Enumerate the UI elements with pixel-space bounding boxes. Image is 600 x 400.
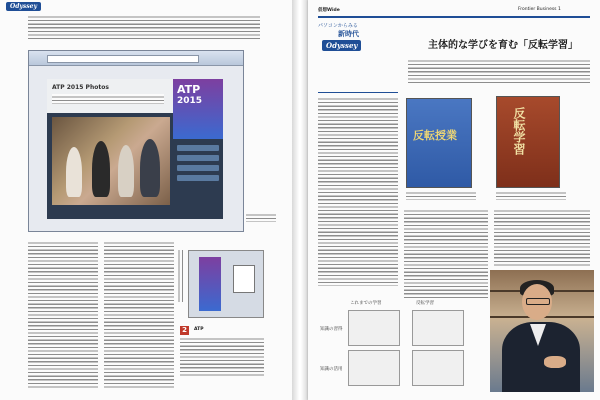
- intro-text-block: [28, 14, 260, 40]
- sidebar-link: [177, 165, 219, 171]
- book-cover-hanten-jugyo: 反転授業: [406, 98, 472, 188]
- body-column-3: [494, 208, 590, 266]
- body-column-1: [318, 96, 398, 286]
- name-badge: [233, 265, 255, 293]
- lead-paragraph: [408, 58, 590, 84]
- sidebar-link: [177, 155, 219, 161]
- sidebar-link: [177, 145, 219, 151]
- sidebar-link: [177, 175, 219, 181]
- browser-toolbar: [29, 51, 243, 66]
- web-page: [47, 79, 223, 219]
- header-right: Frontier Business 1: [518, 7, 561, 12]
- numbered-box-text: [180, 336, 264, 376]
- glasses: [526, 298, 550, 305]
- header-left: 仮想Wide: [318, 8, 340, 13]
- binding-gutter: [292, 0, 308, 400]
- diagram-col-flipped: 反転学習: [416, 301, 434, 306]
- right-page: [308, 0, 600, 400]
- body-column-2: [404, 208, 488, 298]
- gesturing-hand: [544, 356, 566, 368]
- conference-banner-photo: [188, 250, 264, 318]
- homework-sketch: [348, 350, 400, 386]
- browser-screenshot: [28, 50, 244, 232]
- section-rule: [318, 92, 398, 93]
- left-page: [0, 0, 292, 400]
- diagram-row-acquire: 知識の習得: [320, 327, 343, 332]
- conference-photo: [52, 117, 170, 205]
- body-column-1: [28, 240, 98, 390]
- book-cover-hanten-gakushu: 反転学習: [496, 96, 560, 188]
- learning-diagram: [320, 300, 480, 394]
- interviewee-photo: [490, 270, 594, 392]
- person-figure: [140, 139, 160, 197]
- page-title: ATP 2015 Photos: [52, 84, 109, 91]
- numbered-box-marker: 2: [180, 326, 189, 335]
- video-study-sketch: [412, 310, 464, 346]
- person-figure: [66, 147, 82, 197]
- article-title: 主体的な学びを育む「反転学習」: [428, 40, 578, 51]
- web-subtitle-lines: [52, 94, 164, 104]
- book2-caption: [496, 190, 566, 200]
- atp-poster: [199, 257, 221, 311]
- screenshot-caption: [246, 212, 276, 222]
- person-figure: [118, 145, 134, 197]
- classroom-sketch: [348, 310, 400, 346]
- address-bar: [47, 55, 199, 63]
- diagram-col-traditional: これまでの学習: [350, 301, 382, 306]
- series-logo: パソコンからみる 新時代 Odyssey: [318, 22, 380, 56]
- odyssey-logo: Odyssey: [6, 2, 41, 11]
- book1-caption: [406, 190, 476, 200]
- vertical-caption: [176, 250, 184, 302]
- person-figure: [92, 141, 110, 197]
- page-header: [318, 6, 590, 18]
- diagram-row-apply: 知識の活用: [320, 367, 343, 372]
- atp-2015-banner: ATP 2015: [173, 79, 223, 139]
- numbered-box-lead: ATP: [194, 327, 204, 332]
- body-column-2: [104, 240, 174, 390]
- group-work-sketch: [412, 350, 464, 386]
